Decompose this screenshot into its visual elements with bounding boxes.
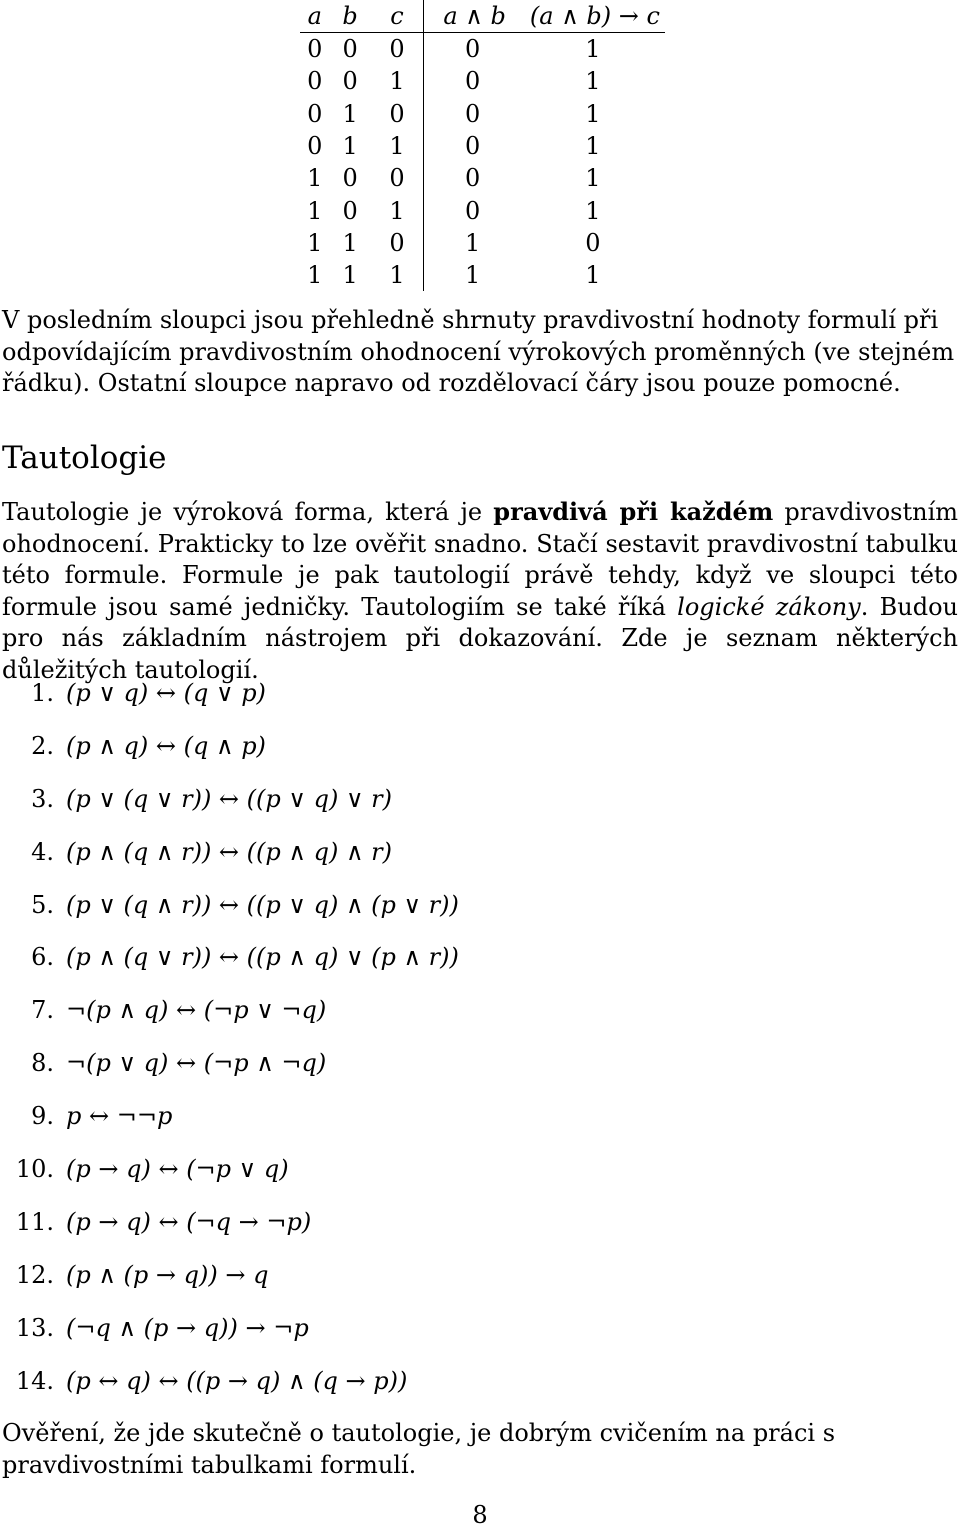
table-cell: 0	[464, 196, 481, 225]
list-item-formula: p ↔ ¬¬p	[66, 1102, 173, 1131]
list-item-formula: ¬(p ∨ q) ↔ (¬p ∧ ¬q)	[66, 1049, 327, 1078]
section-heading: Tautologie	[2, 440, 167, 476]
table-cell: 1	[342, 261, 358, 290]
table-cell: 0	[464, 164, 481, 193]
list-item-formula: (p ∧ q) ↔ (q ∧ p)	[66, 731, 266, 760]
list-item-formula: (p ∧ (p → q)) → q	[66, 1260, 269, 1289]
list-item-number: 2.	[31, 731, 54, 760]
page-number: 8	[472, 1501, 488, 1529]
table-cell: 1	[585, 261, 601, 290]
table-cell: 1	[307, 228, 323, 257]
table-row	[300, 227, 665, 259]
list-item-number: 8.	[31, 1049, 54, 1078]
table-cell: 0	[307, 99, 323, 128]
table-cell: 1	[342, 132, 358, 161]
table-row	[300, 130, 665, 162]
truth-table-header-row	[300, 0, 665, 33]
paragraph-italic-text: logické zákony	[677, 592, 861, 621]
table-row	[300, 98, 665, 130]
list-item-formula: (p → q) ↔ (¬p ∨ q)	[66, 1155, 289, 1184]
table-cell: 1	[585, 99, 601, 128]
paragraph-text: . Budou pro nás základním nástrojem při dokazování. Zde je seznam některých důležitých tautologií.	[2, 592, 959, 684]
header-b: b	[330, 0, 371, 33]
table-cell: 1	[342, 228, 358, 257]
table-cell: 1	[585, 35, 601, 64]
list-item-number: 9.	[31, 1102, 54, 1131]
list-item-formula: (p ∨ (q ∨ r)) ↔ ((p ∨ q) ∨ r)	[66, 784, 392, 813]
list-item-formula: (p → q) ↔ (¬q → ¬p)	[66, 1207, 312, 1236]
table-cell: 0	[464, 132, 481, 161]
table-cell: 1	[342, 99, 358, 128]
list-item-formula: (p ↔ q) ↔ ((p → q) ∧ (q → p))	[66, 1366, 408, 1395]
table-cell: 1	[585, 67, 601, 96]
table-cell: 1	[585, 196, 601, 225]
paragraph-text: Tautologie je výroková forma, která je	[2, 498, 494, 526]
table-cell: 0	[342, 196, 358, 225]
list-item-number: 13.	[15, 1313, 54, 1342]
paragraph-bold-text: pravdivá při každém	[493, 497, 774, 526]
table-cell: 0	[342, 35, 358, 64]
list-item-number: 7.	[31, 996, 54, 1025]
list-item-number: 11.	[15, 1207, 54, 1236]
list-item-formula: ¬(p ∧ q) ↔ (¬p ∨ ¬q)	[66, 996, 327, 1025]
list-item-number: 4.	[31, 837, 54, 866]
table-cell: 1	[464, 261, 481, 290]
table-cell: 1	[585, 132, 601, 161]
table-row	[300, 65, 665, 97]
table-cell: 1	[307, 196, 323, 225]
list-item-number: 5.	[31, 890, 54, 919]
table-cell: 1	[371, 259, 424, 291]
table-cell: 0	[342, 67, 358, 96]
header-c: c	[371, 0, 424, 33]
table-cell: 0	[464, 99, 481, 128]
table-cell: 0	[342, 164, 358, 193]
list-item-number: 12.	[15, 1260, 54, 1289]
table-row	[300, 33, 665, 66]
table-cell: 0	[307, 132, 323, 161]
table-cell: 1	[371, 65, 424, 97]
table-row	[300, 194, 665, 226]
table-cell: 0	[371, 227, 424, 259]
table-row	[300, 162, 665, 194]
table-cell: 0	[464, 35, 481, 64]
table-cell: 1	[307, 261, 323, 290]
header-a-and-b: a ∧ b	[424, 0, 521, 33]
table-cell: 1	[371, 130, 424, 162]
list-item-number: 1.	[31, 679, 54, 707]
table-cell: 0	[307, 67, 323, 96]
header-implication: (a ∧ b) → c	[521, 0, 665, 33]
list-item-number: 3.	[31, 784, 54, 813]
closing-paragraph: Ověření, že jde skutečně o tautologie, je dobrým cvičením na práci s pravdivostními tabulkami formulí.	[2, 1419, 836, 1479]
table-cell: 1	[307, 164, 323, 193]
list-item-formula: (p ∧ (q ∨ r)) ↔ ((p ∧ q) ∨ (p ∧ r))	[66, 943, 459, 972]
list-item-formula: (¬q ∧ (p → q)) → ¬p	[66, 1313, 309, 1342]
table-row	[300, 259, 665, 291]
header-a: a	[300, 0, 330, 33]
paragraph-text: pravdivostním ohodnocení. Prakticky to lze ověřit snadno. Stačí sestavit pravdivostní tabulku této formule. Formule je pak tautologií právě tehdy, když ve sloupci této formule jsou samé jedničky. Tautologiím se také říká	[2, 498, 958, 621]
truth-table	[300, 0, 665, 291]
list-item-number: 6.	[31, 943, 54, 972]
table-cell: 0	[371, 33, 424, 66]
list-item-number: 10.	[15, 1155, 54, 1184]
list-item-formula: (p ∨ q) ↔ (q ∨ p)	[66, 679, 266, 707]
list-item-formula: (p ∨ (q ∧ r)) ↔ ((p ∨ q) ∧ (p ∨ r))	[66, 890, 459, 919]
truth-table-body	[300, 33, 665, 292]
table-cell: 0	[371, 162, 424, 194]
table-cell: 0	[371, 98, 424, 130]
table-cell: 1	[371, 194, 424, 226]
table-cell: 0	[464, 67, 481, 96]
table-cell: 0	[307, 35, 323, 64]
table-cell: 0	[585, 228, 601, 257]
table-cell: 1	[464, 228, 481, 257]
section-paragraph	[2, 496, 958, 686]
table-cell: 1	[585, 164, 601, 193]
list-item-number: 14.	[15, 1366, 54, 1395]
table-note: V posledním sloupci jsou přehledně shrnuty pravdivostní hodnoty formulí při odpovídajícím pravdivostním ohodnocení výrokových proměnných (ve stejném řádku). Ostatní sloupce napravo od rozdělovací čáry jsou pouze pomocné.	[2, 306, 955, 397]
list-item-formula: (p ∧ (q ∧ r)) ↔ ((p ∧ q) ∧ r)	[66, 837, 392, 866]
